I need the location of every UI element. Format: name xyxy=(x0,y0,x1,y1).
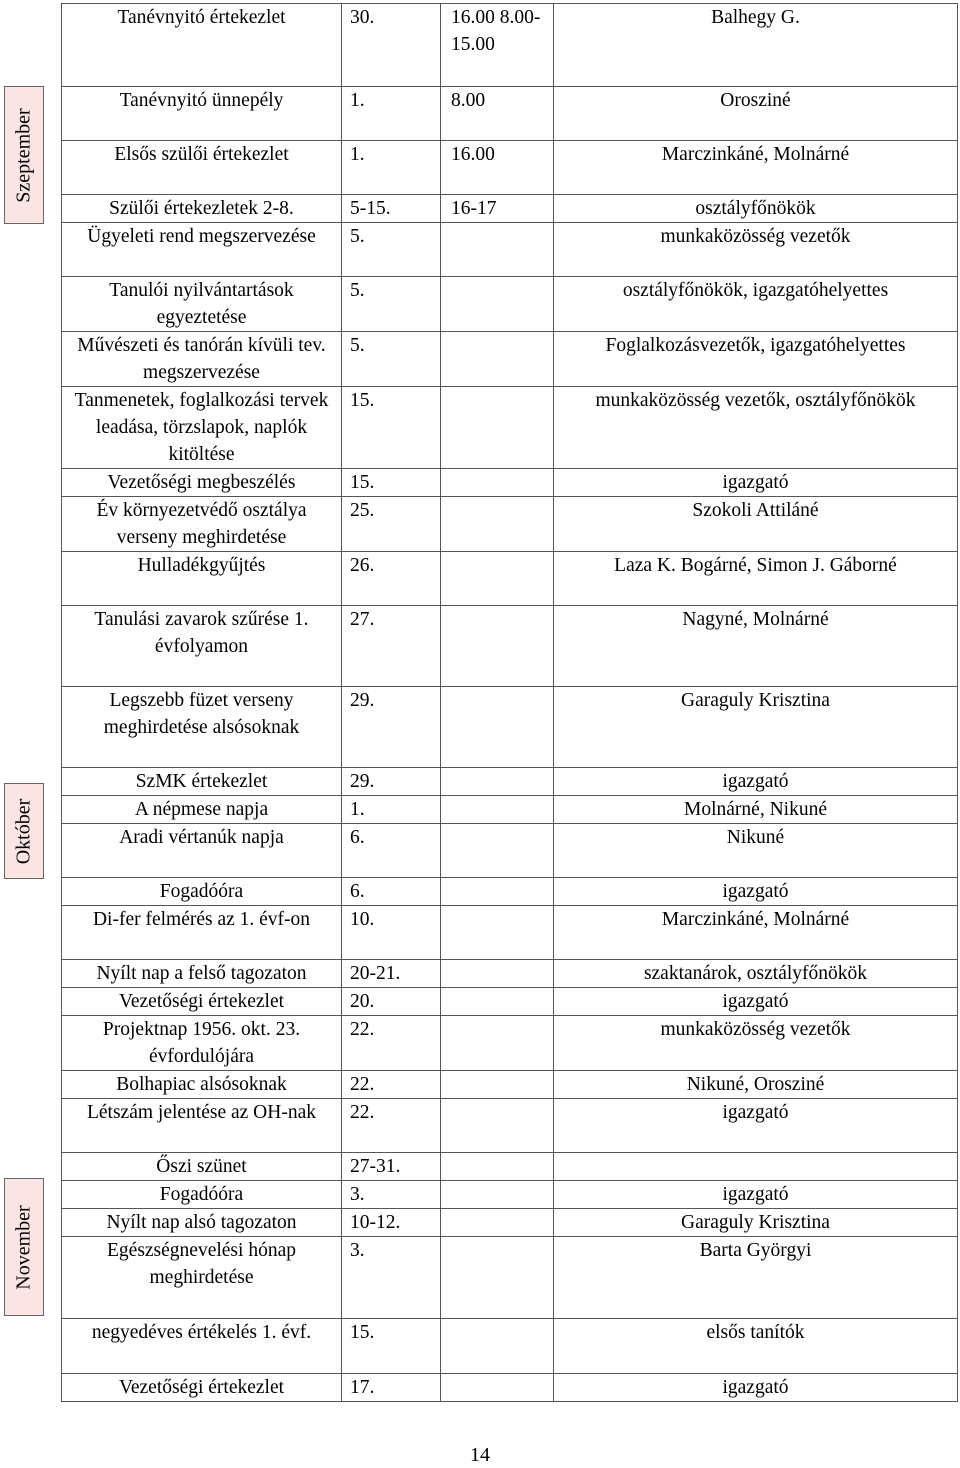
responsible-cell: munkaközösség vezetők xyxy=(554,1016,958,1071)
responsible-cell: Marczinkáné, Molnárné xyxy=(554,906,958,960)
responsible-cell: igazgató xyxy=(554,1181,958,1209)
task-cell: Létszám jelentése az OH-nak xyxy=(62,1099,342,1153)
responsible-cell: igazgató xyxy=(554,1099,958,1153)
time-cell xyxy=(441,687,554,768)
time-cell xyxy=(441,332,554,387)
task-cell: Legszebb füzet verseny meghirdetése alsósoknak xyxy=(62,687,342,768)
month-label-october xyxy=(4,783,44,879)
responsible-cell: Nikuné xyxy=(554,824,958,878)
time-cell xyxy=(441,906,554,960)
date-cell: 30. xyxy=(342,4,441,87)
task-cell: Elsős szülői értekezlet xyxy=(62,141,342,195)
page-number: 14 xyxy=(470,1444,490,1466)
schedule-table xyxy=(61,3,958,1402)
responsible-cell: Barta Györgyi xyxy=(554,1237,958,1319)
responsible-cell: Orosziné xyxy=(554,87,958,141)
responsible-cell: Garaguly Krisztina xyxy=(554,1209,958,1237)
task-cell: SzMK értekezlet xyxy=(62,768,342,796)
responsible-cell: igazgató xyxy=(554,469,958,497)
task-cell: Bolhapiac alsósoknak xyxy=(62,1071,342,1099)
task-cell: Vezetőségi megbeszélés xyxy=(62,469,342,497)
table-row xyxy=(62,988,958,1016)
task-cell: Egészségnevelési hónap meghirdetése xyxy=(62,1237,342,1319)
time-cell xyxy=(441,1237,554,1319)
task-cell: Fogadóóra xyxy=(62,1181,342,1209)
task-cell: Di-fer felmérés az 1. évf-on xyxy=(62,906,342,960)
table-row xyxy=(62,824,958,878)
task-cell: Fogadóóra xyxy=(62,878,342,906)
responsible-cell: igazgató xyxy=(554,988,958,1016)
table-row xyxy=(62,906,958,960)
date-cell: 1. xyxy=(342,141,441,195)
table-row xyxy=(62,387,958,469)
time-cell xyxy=(441,1071,554,1099)
table-row xyxy=(62,223,958,277)
time-cell xyxy=(441,824,554,878)
date-cell: 10. xyxy=(342,906,441,960)
table-row xyxy=(62,87,958,141)
responsible-cell: Foglalkozásvezetők, igazgatóhelyettes xyxy=(554,332,958,387)
responsible-cell: Nikuné, Orosziné xyxy=(554,1071,958,1099)
responsible-cell: elsős tanítók xyxy=(554,1319,958,1374)
task-cell: Vezetőségi értekezlet xyxy=(62,988,342,1016)
time-cell xyxy=(441,796,554,824)
table-row xyxy=(62,796,958,824)
task-cell: Tanulói nyilvántartások egyeztetése xyxy=(62,277,342,332)
task-cell: A népmese napja xyxy=(62,796,342,824)
date-cell: 5. xyxy=(342,277,441,332)
table-row xyxy=(62,332,958,387)
task-cell: Vezetőségi értekezlet xyxy=(62,1374,342,1402)
task-cell: Nyílt nap a felső tagozaton xyxy=(62,960,342,988)
time-cell xyxy=(441,988,554,1016)
responsible-cell: igazgató xyxy=(554,768,958,796)
date-cell: 6. xyxy=(342,824,441,878)
time-cell xyxy=(441,1099,554,1153)
task-cell: Ügyeleti rend megszervezése xyxy=(62,223,342,277)
month-label-november xyxy=(4,1178,44,1316)
time-cell xyxy=(441,223,554,277)
responsible-cell: szaktanárok, osztályfőnökök xyxy=(554,960,958,988)
task-cell: Tanévnyitó ünnepély xyxy=(62,87,342,141)
responsible-cell: Molnárné, Nikuné xyxy=(554,796,958,824)
table-row xyxy=(62,195,958,223)
month-text: Szeptember xyxy=(12,107,35,203)
responsible-cell: munkaközösség vezetők xyxy=(554,223,958,277)
time-cell xyxy=(441,277,554,332)
time-cell: 16-17 xyxy=(441,195,554,223)
task-cell: Őszi szünet xyxy=(62,1153,342,1181)
table-row xyxy=(62,4,958,87)
time-cell: 8.00 xyxy=(441,87,554,141)
time-cell: 16.00 8.00- 15.00 xyxy=(441,4,554,87)
task-cell: Év környezetvédő osztálya verseny meghirdetése xyxy=(62,497,342,552)
date-cell: 22. xyxy=(342,1071,441,1099)
responsible-cell: Balhegy G. xyxy=(554,4,958,87)
responsible-cell: munkaközösség vezetők, osztályfőnökök xyxy=(554,387,958,469)
task-cell: Tanmenetek, foglalkozási tervek leadása, törzslapok, naplók kitöltése xyxy=(62,387,342,469)
time-cell: 16.00 xyxy=(441,141,554,195)
responsible-cell: Nagyné, Molnárné xyxy=(554,606,958,687)
date-cell: 29. xyxy=(342,687,441,768)
time-cell xyxy=(441,768,554,796)
time-cell xyxy=(441,1181,554,1209)
table-row xyxy=(62,1016,958,1071)
task-cell: Hulladékgyűjtés xyxy=(62,552,342,606)
date-cell: 22. xyxy=(342,1016,441,1071)
table-row xyxy=(62,1209,958,1237)
time-cell xyxy=(441,1319,554,1374)
date-cell: 15. xyxy=(342,387,441,469)
time-cell xyxy=(441,606,554,687)
table-row xyxy=(62,277,958,332)
time-cell xyxy=(441,1209,554,1237)
month-text: November xyxy=(12,1204,35,1290)
date-cell: 22. xyxy=(342,1099,441,1153)
time-cell xyxy=(441,469,554,497)
responsible-cell: osztályfőnökök xyxy=(554,195,958,223)
table-row xyxy=(62,1181,958,1209)
date-cell: 1. xyxy=(342,87,441,141)
date-cell: 3. xyxy=(342,1237,441,1319)
time-cell xyxy=(441,960,554,988)
date-cell: 29. xyxy=(342,768,441,796)
table-row xyxy=(62,552,958,606)
table-row xyxy=(62,606,958,687)
table-row xyxy=(62,687,958,768)
table-row xyxy=(62,497,958,552)
time-cell xyxy=(441,878,554,906)
task-cell: Tanévnyitó értekezlet xyxy=(62,4,342,87)
table-row xyxy=(62,960,958,988)
task-cell: Tanulási zavarok szűrése 1. évfolyamon xyxy=(62,606,342,687)
table-row xyxy=(62,1237,958,1319)
responsible-cell: Marczinkáné, Molnárné xyxy=(554,141,958,195)
date-cell: 27. xyxy=(342,606,441,687)
date-cell: 1. xyxy=(342,796,441,824)
table-row xyxy=(62,1071,958,1099)
table-row xyxy=(62,469,958,497)
date-cell: 17. xyxy=(342,1374,441,1402)
table-row xyxy=(62,1374,958,1402)
responsible-cell xyxy=(554,1153,958,1181)
date-cell: 20. xyxy=(342,988,441,1016)
table-row xyxy=(62,878,958,906)
date-cell: 6. xyxy=(342,878,441,906)
time-cell xyxy=(441,497,554,552)
task-cell: negyedéves értékelés 1. évf. xyxy=(62,1319,342,1374)
date-cell: 5. xyxy=(342,223,441,277)
task-cell: Nyílt nap alsó tagozaton xyxy=(62,1209,342,1237)
date-cell: 5-15. xyxy=(342,195,441,223)
date-cell: 10-12. xyxy=(342,1209,441,1237)
responsible-cell: osztályfőnökök, igazgatóhelyettes xyxy=(554,277,958,332)
task-cell: Szülői értekezletek 2-8. xyxy=(62,195,342,223)
responsible-cell: Garaguly Krisztina xyxy=(554,687,958,768)
responsible-cell: Laza K. Bogárné, Simon J. Gáborné xyxy=(554,552,958,606)
time-cell xyxy=(441,387,554,469)
month-label-september xyxy=(4,86,44,224)
time-cell xyxy=(441,1374,554,1402)
time-cell xyxy=(441,552,554,606)
responsible-cell: igazgató xyxy=(554,878,958,906)
table-row xyxy=(62,1099,958,1153)
time-cell xyxy=(441,1153,554,1181)
responsible-cell: igazgató xyxy=(554,1374,958,1402)
task-cell: Művészeti és tanórán kívüli tev. megszervezése xyxy=(62,332,342,387)
date-cell: 27-31. xyxy=(342,1153,441,1181)
table-row xyxy=(62,141,958,195)
task-cell: Aradi vértanúk napja xyxy=(62,824,342,878)
table-row xyxy=(62,1319,958,1374)
date-cell: 5. xyxy=(342,332,441,387)
month-text: Október xyxy=(12,798,35,864)
date-cell: 3. xyxy=(342,1181,441,1209)
date-cell: 15. xyxy=(342,469,441,497)
date-cell: 15. xyxy=(342,1319,441,1374)
time-cell xyxy=(441,1016,554,1071)
date-cell: 25. xyxy=(342,497,441,552)
table-row xyxy=(62,768,958,796)
date-cell: 20-21. xyxy=(342,960,441,988)
table-row xyxy=(62,1153,958,1181)
responsible-cell: Szokoli Attiláné xyxy=(554,497,958,552)
date-cell: 26. xyxy=(342,552,441,606)
task-cell: Projektnap 1956. okt. 23. évfordulójára xyxy=(62,1016,342,1071)
